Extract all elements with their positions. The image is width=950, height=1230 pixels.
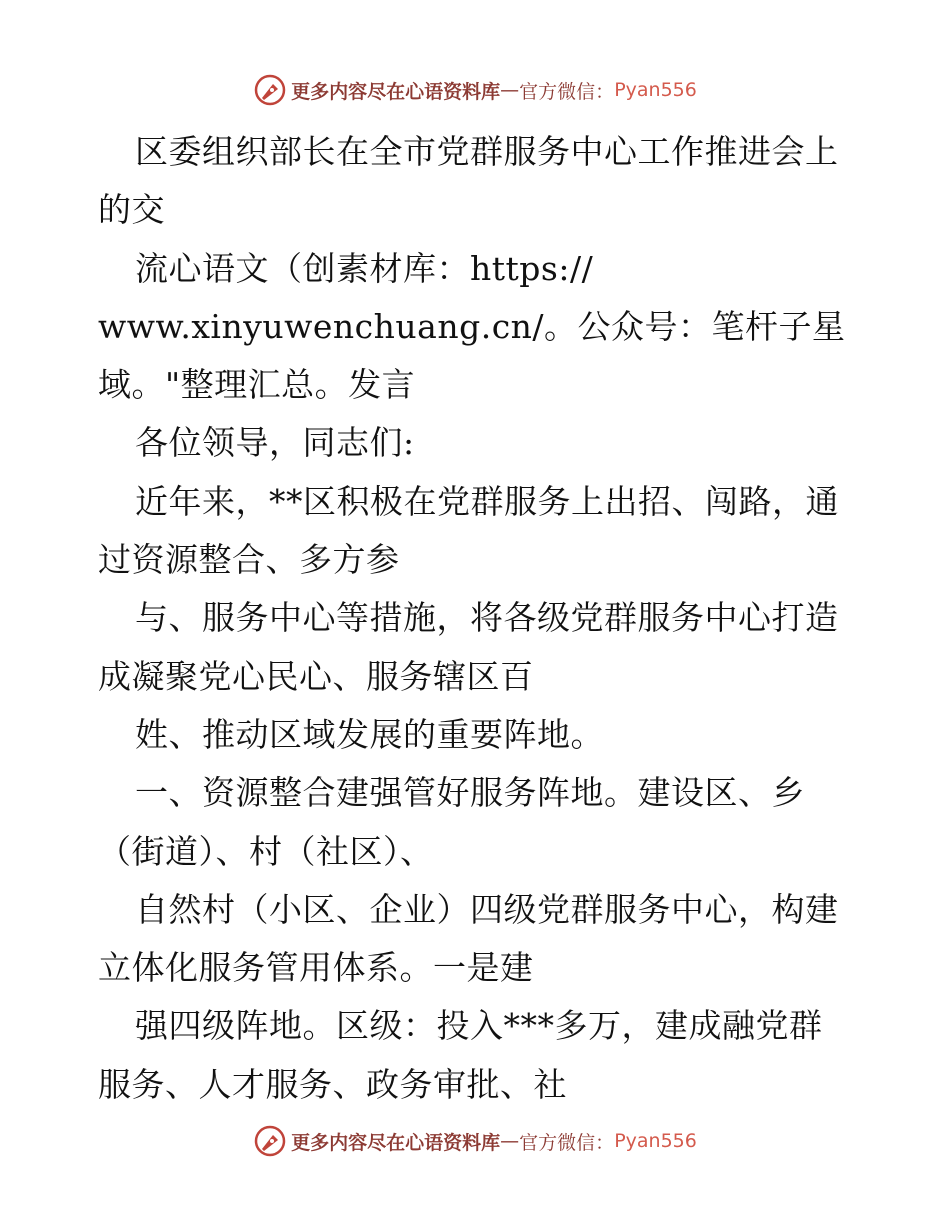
doc-line: 姓、推动区域发展的重要阵地。 [135, 714, 604, 754]
watermark-separator: — [500, 79, 520, 101]
watermark-wechat-id: Pyan556 [614, 1130, 697, 1152]
doc-line: www.xinyuwenchuang.cn/。公众号：笔杆子星 [98, 306, 846, 346]
doc-line: 流心语文（创素材库：https:// [135, 248, 594, 288]
watermark-text: 更多内容尽在心语资料库 [291, 80, 501, 103]
doc-line: 自然村（小区、企业）四级党群服务中心，构建 [135, 889, 839, 929]
footer-watermark [0, 1121, 950, 1161]
doc-line: 过资源整合、多方参 [98, 540, 400, 580]
doc-line: 区委组织部长在全市党群服务中心工作推进会上 [135, 132, 839, 171]
watermark-wechat-id: Pyan556 [614, 79, 697, 101]
doc-line: （街道）、村（社区）、 [98, 831, 434, 871]
doc-line: 与、服务中心等措施，将各级党群服务中心打造 [135, 598, 839, 638]
header-watermark [0, 70, 950, 110]
doc-line: 立体化服务管用体系。一是建 [98, 948, 534, 988]
watermark-wechat-label: 官方微信： [519, 80, 615, 103]
doc-line: 强四级阵地。区级：投入***多万，建成融党群 [135, 1006, 823, 1046]
doc-line: 一、资源整合建强管好服务阵地。建设区、乡 [135, 773, 805, 813]
doc-line: 域。"整理汇总。发言 [98, 365, 416, 405]
doc-line: 服务、人才服务、政务审批、社 [98, 1064, 567, 1104]
doc-line: 近年来，**区积极在党群服务上出招、闯路，通 [135, 481, 839, 521]
doc-line: 各位领导，同志们: [135, 423, 415, 463]
document-body [98, 123, 858, 1114]
pen-nib-logo-icon [253, 1124, 287, 1158]
watermark-text: 更多内容尽在心语资料库 [291, 1131, 501, 1154]
doc-line: 的交 [98, 190, 165, 230]
watermark-separator: — [500, 1130, 520, 1152]
doc-line: 成凝聚党心民心、服务辖区百 [98, 656, 534, 696]
watermark-wechat-label: 官方微信： [519, 1131, 615, 1154]
pen-nib-logo-icon [253, 73, 287, 107]
